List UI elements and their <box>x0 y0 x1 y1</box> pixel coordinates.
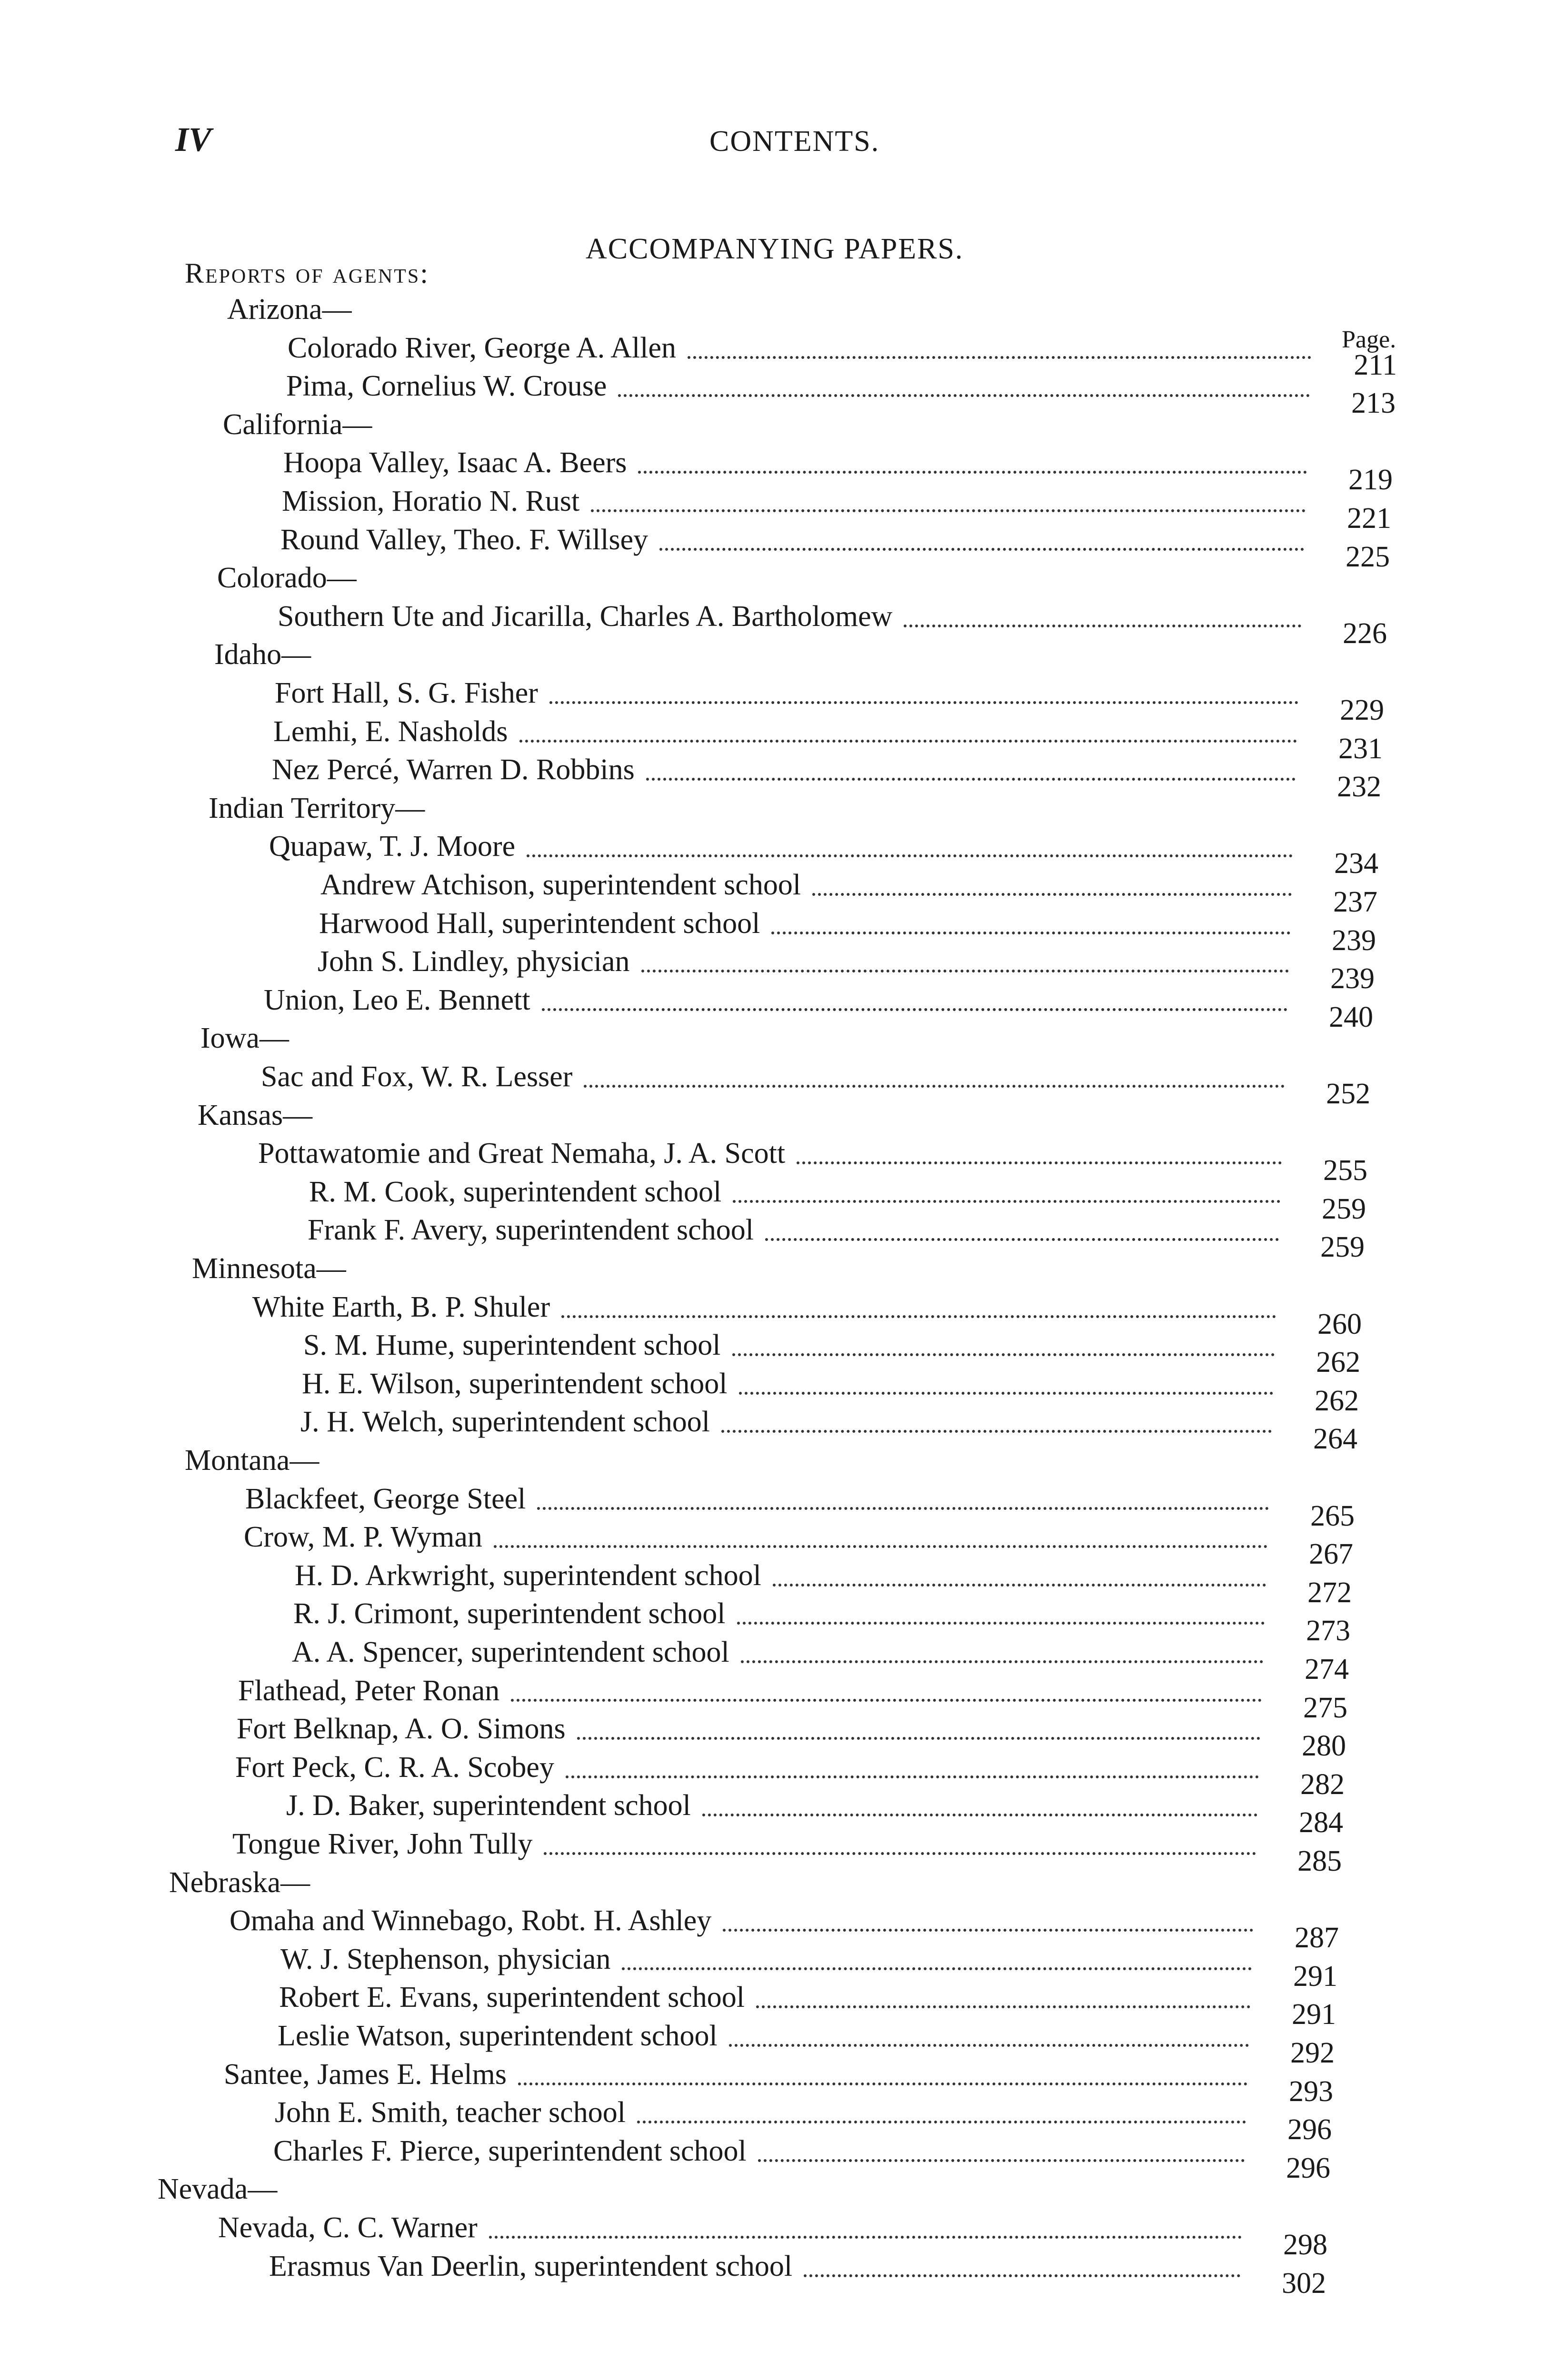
dot-leader <box>797 1161 1282 1164</box>
entry-title: Charles F. Pierce, superintendent school <box>273 2134 747 2167</box>
entry-title: Erasmus Van Deerlin, superintendent school <box>269 2250 793 2282</box>
dot-leader <box>577 1737 1260 1740</box>
entry-page-number: 231 <box>1338 732 1383 765</box>
entry-page-number: 284 <box>1299 1806 1343 1839</box>
entry-page-number: 265 <box>1310 1499 1355 1532</box>
entry-title: Colorado River, George A. Allen <box>288 331 677 364</box>
dot-leader <box>527 854 1293 857</box>
entry-page-number: 292 <box>1290 2037 1335 2069</box>
entry-title: R. M. Cook, superintendent school <box>309 1175 722 1208</box>
state-heading: Kansas— <box>198 1099 313 1131</box>
dot-leader <box>618 394 1310 397</box>
dot-leader <box>542 1008 1287 1011</box>
entry-title: Andrew Atchison, superintendent school <box>320 869 801 901</box>
entry-page-number: 237 <box>1333 886 1377 918</box>
dot-leader <box>591 509 1306 512</box>
dot-leader <box>641 970 1289 972</box>
dot-leader <box>566 1775 1259 1778</box>
entry-title: Harwood Hall, superintendent school <box>319 907 760 940</box>
dot-leader <box>758 2159 1245 2162</box>
dot-leader <box>511 1699 1262 1702</box>
entry-title: Robert E. Evans, superintendent school <box>279 1981 745 2014</box>
entry-title: Round Valley, Theo. F. Willsey <box>280 523 648 556</box>
entry-page-number: 296 <box>1286 2152 1330 2184</box>
entry-title: Blackfeet, George Steel <box>245 1482 526 1515</box>
entry-title: A. A. Spencer, superintendent school <box>292 1636 729 1668</box>
state-heading: California— <box>223 408 372 441</box>
dot-leader <box>804 2274 1240 2277</box>
state-heading: Arizona— <box>227 293 352 326</box>
page-number: IV <box>175 120 212 159</box>
dot-leader <box>494 1545 1267 1548</box>
state-heading: Minnesota— <box>192 1252 346 1285</box>
dot-leader <box>561 1315 1276 1318</box>
page-column-label: Page. <box>1342 326 1396 353</box>
entry-page-number: 275 <box>1303 1691 1347 1724</box>
dot-leader <box>723 1929 1253 1932</box>
state-heading: Montana— <box>185 1444 319 1477</box>
entry-title: Pottawatomie and Great Nemaha, J. A. Scott <box>258 1137 786 1170</box>
state-heading: Idaho— <box>214 638 311 671</box>
entry-page-number: 255 <box>1323 1154 1367 1187</box>
running-head: CONTENTS. <box>709 125 880 158</box>
dot-leader <box>756 2005 1250 2008</box>
entry-page-number: 287 <box>1295 1922 1339 1954</box>
entry-page-number: 239 <box>1332 924 1376 957</box>
entry-page-number: 262 <box>1315 1384 1359 1417</box>
entry-title: Tongue River, John Tully <box>232 1828 533 1860</box>
entry-title: R. J. Crimont, superintendent school <box>293 1597 726 1630</box>
entry-page-number: 240 <box>1329 1001 1373 1033</box>
entry-title: John S. Lindley, physician <box>318 945 630 978</box>
entry-page-number: 259 <box>1320 1231 1365 1264</box>
dot-leader <box>739 1392 1273 1395</box>
dot-leader <box>518 2082 1247 2085</box>
entry-title: Omaha and Winnebago, Robt. H. Ashley <box>229 1904 712 1937</box>
dot-leader <box>904 625 1301 627</box>
entry-page-number: 280 <box>1302 1730 1346 1763</box>
entry-title: H. D. Arkwright, superintendent school <box>295 1559 761 1592</box>
entry-title: S. M. Hume, superintendent school <box>303 1329 721 1362</box>
entry-page-number: 264 <box>1313 1423 1357 1456</box>
dot-leader <box>489 2236 1242 2239</box>
dot-leader <box>519 740 1297 743</box>
dot-leader <box>773 1584 1266 1587</box>
entry-title: Lemhi, E. Nasholds <box>273 715 508 748</box>
entry-page-number: 221 <box>1347 502 1391 535</box>
entry-title: Southern Ute and Jicarilla, Charles A. Bartholomew <box>278 600 893 633</box>
entry-title: Frank F. Avery, superintendent school <box>308 1214 754 1247</box>
entry-title: Pima, Cornelius W. Crouse <box>286 370 607 403</box>
entry-title: J. D. Baker, superintendent school <box>286 1789 691 1822</box>
entry-page-number: 226 <box>1343 617 1387 650</box>
entry-title: Union, Leo E. Bennett <box>264 983 530 1016</box>
dot-leader <box>732 1353 1275 1356</box>
state-heading: Nevada— <box>158 2173 278 2206</box>
entry-page-number: 232 <box>1337 771 1381 803</box>
dot-leader <box>537 1507 1269 1510</box>
entry-page-number: 259 <box>1322 1192 1366 1225</box>
entry-page-number: 260 <box>1317 1308 1362 1340</box>
dot-leader <box>549 701 1298 704</box>
dot-leader <box>721 1430 1272 1433</box>
entry-title: Flathead, Peter Ronan <box>238 1674 500 1707</box>
entry-page-number: 291 <box>1292 1998 1336 2031</box>
entry-page-number: 272 <box>1307 1576 1352 1609</box>
entry-page-number: 282 <box>1300 1768 1345 1801</box>
entry-page-number: 234 <box>1334 847 1378 880</box>
entry-title: Nevada, C. C. Warner <box>218 2211 478 2244</box>
entry-page-number: 262 <box>1316 1346 1360 1379</box>
entry-page-number: 274 <box>1305 1653 1349 1686</box>
state-heading: Indian Territory— <box>209 792 425 824</box>
entry-title: Santee, James E. Helms <box>224 2058 507 2091</box>
entry-page-number: 213 <box>1351 387 1396 420</box>
entry-title: Mission, Horatio N. Rust <box>282 485 580 517</box>
entry-title: W. J. Stephenson, physician <box>280 1943 611 1975</box>
dot-leader <box>729 2044 1249 2047</box>
reports-of-agents-label: Reports of agents: <box>185 258 429 289</box>
entry-title: Hoopa Valley, Isaac A. Beers <box>283 446 627 479</box>
entry-title: Leslie Watson, superintendent school <box>278 2020 718 2052</box>
dot-leader <box>733 1200 1280 1203</box>
entry-title: Crow, M. P. Wyman <box>244 1521 482 1554</box>
dot-leader <box>737 1622 1265 1625</box>
entry-title: Fort Peck, C. R. A. Scobey <box>235 1751 554 1784</box>
entry-title: Nez Percé, Warren D. Robbins <box>272 754 635 786</box>
entry-page-number: 293 <box>1289 2075 1333 2108</box>
entry-title: J. H. Welch, superintendent school <box>300 1406 710 1438</box>
dot-leader <box>638 471 1307 474</box>
entry-page-number: 229 <box>1340 694 1384 726</box>
entry-page-number: 225 <box>1346 540 1390 573</box>
entry-title: Quapaw, T. J. Moore <box>269 830 516 863</box>
dot-leader <box>659 548 1304 551</box>
dot-leader <box>741 1660 1263 1663</box>
entry-title: H. E. Wilson, superintendent school <box>302 1367 728 1400</box>
entry-page-number: 302 <box>1282 2267 1326 2300</box>
entry-page-number: 298 <box>1283 2229 1327 2261</box>
dot-leader <box>622 1967 1252 1970</box>
entry-page-number: 273 <box>1306 1615 1350 1647</box>
entry-page-number: 239 <box>1330 962 1375 995</box>
dot-leader <box>637 2121 1246 2123</box>
dot-leader <box>646 778 1296 781</box>
dot-leader <box>702 1814 1257 1816</box>
entry-page-number: 252 <box>1326 1078 1370 1110</box>
state-heading: Colorado— <box>217 562 357 595</box>
entry-page-number: 211 <box>1354 348 1397 381</box>
entry-title: Sac and Fox, W. R. Lesser <box>261 1061 573 1093</box>
entry-page-number: 219 <box>1348 464 1393 496</box>
dot-leader <box>544 1852 1256 1855</box>
dot-leader <box>812 893 1292 896</box>
state-heading: Nebraska— <box>169 1866 310 1899</box>
dot-leader <box>765 1238 1279 1241</box>
entry-page-number: 291 <box>1293 1960 1337 1993</box>
section-title: ACCOMPANYING PAPERS. <box>586 233 964 265</box>
dot-leader <box>584 1085 1285 1088</box>
entry-title: Fort Hall, S. G. Fisher <box>275 677 538 709</box>
dot-leader <box>688 356 1311 359</box>
entry-title: Fort Belknap, A. O. Simons <box>237 1713 566 1745</box>
entry-title: John E. Smith, teacher school <box>275 2096 626 2129</box>
entry-page-number: 296 <box>1287 2113 1332 2146</box>
dot-leader <box>771 932 1290 934</box>
entry-page-number: 267 <box>1309 1538 1353 1571</box>
entry-title: White Earth, B. P. Shuler <box>252 1290 550 1323</box>
state-heading: Iowa— <box>200 1022 289 1055</box>
entry-page-number: 285 <box>1297 1845 1342 1877</box>
